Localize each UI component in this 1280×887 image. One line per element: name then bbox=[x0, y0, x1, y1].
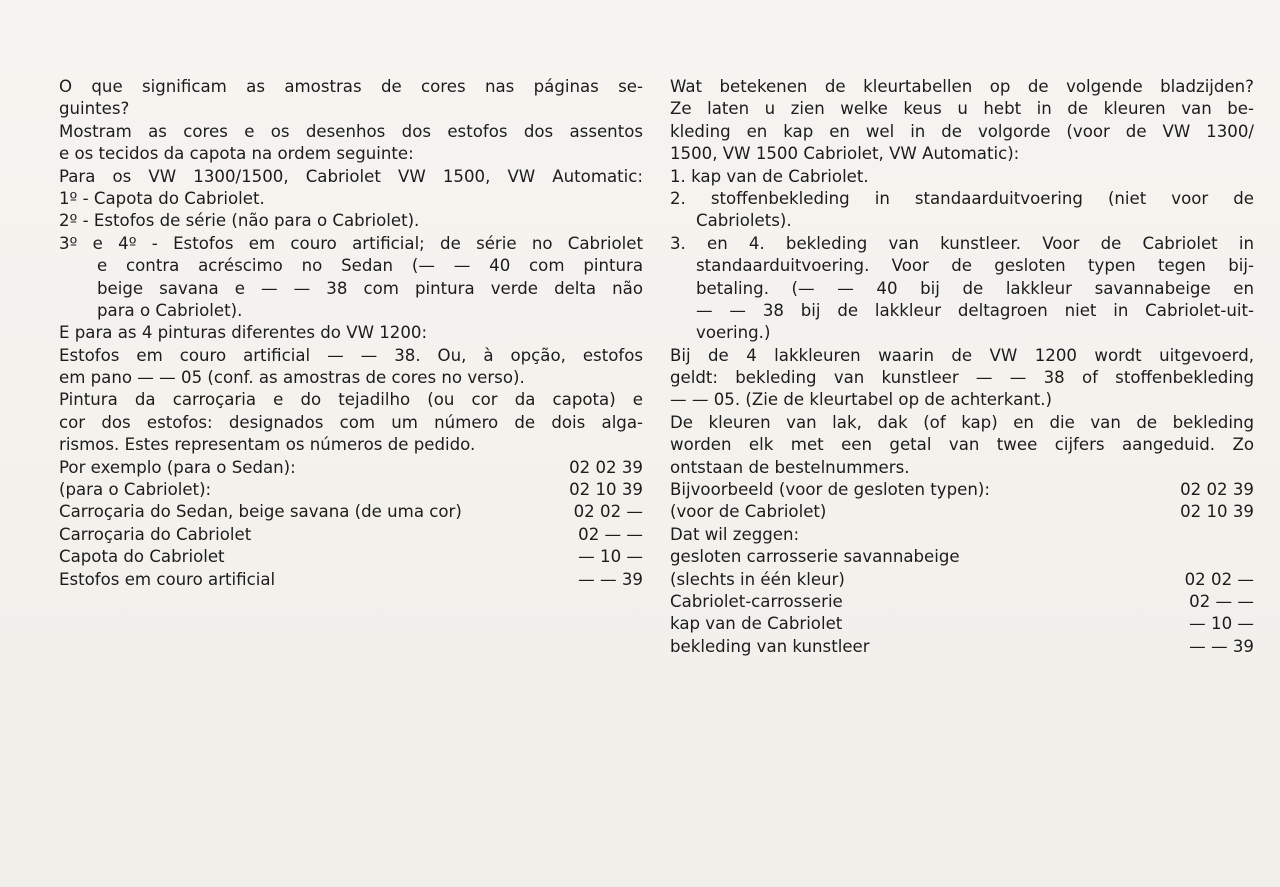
breakdown-label: kap van de Cabriolet bbox=[670, 614, 843, 634]
example-label: Carroçaria do Cabriolet bbox=[59, 524, 252, 544]
breakdown-label: (slechts in één kleur) bbox=[670, 569, 845, 589]
example-row bbox=[59, 546, 643, 568]
example-code: 02 02 39 bbox=[1180, 480, 1254, 500]
example-row bbox=[670, 479, 1254, 501]
list-item: 1. kap van de Cabriolet. bbox=[670, 166, 869, 186]
example-row bbox=[670, 501, 1254, 523]
example-code: — 10 — bbox=[578, 547, 643, 567]
paragraph-line: De kleuren van lak, dak (of kap) en die van de bekleding bbox=[670, 412, 1254, 432]
example-code: — — 39 bbox=[578, 569, 643, 589]
paragraph-line: Para os VW 1300/1500, Cabriolet VW 1500, VW Automatic: bbox=[59, 166, 643, 186]
list-item-continuation: beige savana e — — 38 com pintura verde delta não bbox=[97, 278, 643, 298]
example-code: 02 10 39 bbox=[569, 480, 643, 500]
paragraph-line: rismos. Estes representam os números de pedido. bbox=[59, 435, 476, 455]
paragraph-line: e os tecidos da capota na ordem seguinte: bbox=[59, 144, 414, 164]
breakdown-label: Cabriolet-carrosserie bbox=[670, 591, 843, 611]
example-label: Carroçaria do Sedan, beige savana (de uma cor) bbox=[59, 502, 462, 522]
breakdown-code: 02 — — bbox=[1189, 591, 1254, 611]
paragraph-line: ontstaan de bestelnummers. bbox=[670, 457, 910, 477]
example-label: (voor de Cabriolet) bbox=[670, 502, 827, 522]
example-code: 02 02 39 bbox=[569, 457, 643, 477]
example-label: Capota do Cabriolet bbox=[59, 547, 225, 567]
paragraph-line: cor dos estofos: designados com um número de dois alga- bbox=[59, 412, 643, 432]
paragraph-line: geldt: bekleding van kunstleer — — 38 of stoffenbekleding bbox=[670, 368, 1254, 388]
list-item-continuation: voering.) bbox=[696, 323, 771, 343]
breakdown-row bbox=[670, 591, 1254, 613]
example-label: Estofos em couro artificial bbox=[59, 569, 276, 589]
paragraph-line: em pano — — 05 (conf. as amostras de cores no verso). bbox=[59, 368, 525, 388]
example-row bbox=[59, 524, 643, 546]
list-item: 2º - Estofos de série (não para o Cabriolet). bbox=[59, 211, 420, 231]
example-row bbox=[59, 501, 643, 523]
list-item-continuation: Cabriolets). bbox=[696, 211, 792, 231]
list-item-continuation: e contra acréscimo no Sedan (— — 40 com pintura bbox=[97, 256, 643, 276]
paragraph-line: Estofos em couro artificial — — 38. Ou, à opção, estofos bbox=[59, 345, 643, 365]
example-row bbox=[59, 479, 643, 501]
paragraph-line: Bij de 4 lakkleuren waarin de VW 1200 wordt uitgevoerd, bbox=[670, 345, 1254, 365]
list-item: 3. en 4. bekleding van kunstleer. Voor de Cabriolet in bbox=[670, 233, 1254, 253]
example-label: Bijvoorbeeld (voor de gesloten typen): bbox=[670, 480, 990, 500]
paragraph-line: Ze laten u zien welke keus u hebt in de kleuren van be- bbox=[670, 99, 1254, 119]
breakdown-row bbox=[670, 613, 1254, 635]
list-item: 1º - Capota do Cabriolet. bbox=[59, 188, 265, 208]
breakdown-row bbox=[670, 569, 1254, 591]
list-item: 2. stoffenbekleding in standaarduitvoering (niet voor de bbox=[670, 188, 1254, 208]
paragraph-line: worden elk met een getal van twee cijfers aangeduid. Zo bbox=[670, 435, 1254, 455]
list-item: 3º e 4º - Estofos em couro artificial; de série no Cabriolet bbox=[59, 233, 643, 253]
paragraph-line: Wat betekenen de kleurtabellen op de volgende bladzijden? bbox=[670, 77, 1254, 96]
example-label: (para o Cabriolet): bbox=[59, 480, 212, 500]
breakdown-row bbox=[670, 636, 1254, 658]
list-item-continuation: betaling. (— — 40 bij de lakkleur savannabeige en bbox=[696, 278, 1254, 298]
breakdown-code: 02 02 — bbox=[1184, 569, 1254, 589]
breakdown-label: bekleding van kunstleer bbox=[670, 636, 870, 656]
paragraph-line: Mostram as cores e os desenhos dos estofos dos assentos bbox=[59, 121, 643, 141]
portuguese-column bbox=[59, 76, 643, 591]
example-code: 02 — — bbox=[578, 524, 643, 544]
paragraph-line: O que significam as amostras de cores nas páginas se- bbox=[59, 77, 643, 96]
paragraph-line: Dat wil zeggen: bbox=[670, 524, 800, 544]
example-code: 02 02 — bbox=[573, 502, 643, 522]
breakdown-code: — 10 — bbox=[1189, 614, 1254, 634]
paragraph-line: E para as 4 pinturas diferentes do VW 1200: bbox=[59, 323, 428, 343]
paragraph-line: kleding en kap en wel in de volgorde (voor de VW 1300/ bbox=[670, 121, 1254, 141]
example-row bbox=[59, 569, 643, 591]
paragraph-line: gesloten carrosserie savannabeige bbox=[670, 547, 960, 567]
list-item-continuation: para o Cabriolet). bbox=[97, 300, 243, 320]
example-code: 02 10 39 bbox=[1180, 502, 1254, 522]
paragraph-line: guintes? bbox=[59, 99, 130, 119]
paragraph-line: 1500, VW 1500 Cabriolet, VW Automatic): bbox=[670, 144, 1020, 164]
breakdown-code: — — 39 bbox=[1189, 636, 1254, 656]
example-label: Por exemplo (para o Sedan): bbox=[59, 457, 296, 477]
paragraph-line: Pintura da carroçaria e do tejadilho (ou cor da capota) e bbox=[59, 390, 643, 410]
list-item-continuation: — — 38 bij de lakkleur deltagroen niet in Cabriolet-uit- bbox=[696, 300, 1254, 320]
paragraph-line: — — 05. (Zie de kleurtabel op de achterkant.) bbox=[670, 390, 1053, 410]
dutch-column bbox=[670, 76, 1254, 658]
list-item-continuation: standaarduitvoering. Voor de gesloten typen tegen bij- bbox=[696, 256, 1254, 276]
example-row bbox=[59, 457, 643, 479]
